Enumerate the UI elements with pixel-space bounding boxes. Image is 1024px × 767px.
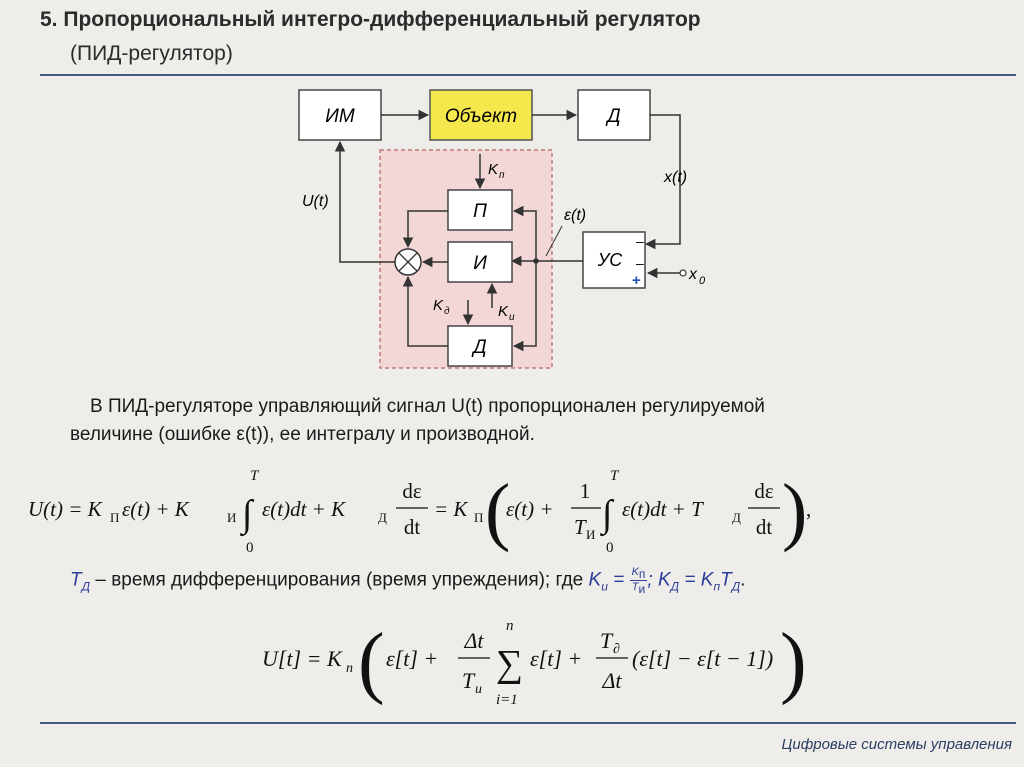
page-title: 5. Пропорциональный интегро-дифференциальный регулятор: [40, 8, 701, 31]
f2-lhs: U[t] = K: [262, 646, 342, 671]
label-kd: K: [433, 297, 444, 314]
label-x0: x: [689, 266, 697, 283]
label-u: U(t): [302, 193, 329, 210]
label-ki: K: [498, 303, 509, 320]
f2-paren-right: ): [780, 618, 807, 706]
description-line-2: величине (ошибке ε(t)), ее интегралу и производной.: [70, 424, 535, 445]
td-symbol: T: [70, 569, 82, 591]
f1-deriv2-den: dt: [755, 515, 773, 539]
f1-one: 1: [579, 479, 591, 503]
top-divider: [40, 74, 1016, 76]
f1-int-lower: 0: [246, 540, 254, 556]
f2-tu-den: T: [462, 668, 475, 693]
f2-tu-sub: u: [475, 682, 482, 697]
label-x: x(t): [664, 169, 688, 186]
f2-diff: (ε[t] − ε[t − 1]): [632, 646, 774, 671]
f1-lhs: U(t) = K: [28, 497, 102, 521]
block-im-label: ИМ: [325, 106, 355, 127]
f2-sum-sign: ∑: [496, 643, 524, 685]
f1-eq2: = K: [434, 497, 468, 521]
f1-integrand: ε(t)dt + K: [262, 497, 346, 521]
period: .: [740, 569, 746, 591]
semicolon: ;: [647, 569, 653, 591]
f1-paren-right: ): [782, 469, 808, 553]
pid-formula-continuous: [28, 462, 828, 558]
f1-deriv-num: dε: [402, 479, 422, 503]
f1-int2-upper: T: [610, 468, 619, 484]
td-text: – время дифференцирования (время упреждения); где: [95, 569, 584, 591]
bottom-divider: [40, 722, 1016, 724]
label-ki-sub: и: [509, 312, 515, 323]
us-plus: +: [632, 272, 641, 289]
label-x0-sub: 0: [699, 275, 706, 287]
block-i-label: И: [473, 253, 487, 274]
kd-symbol: K: [657, 569, 671, 591]
f1-int2-lower: 0: [606, 540, 614, 556]
f1-int-upper: T: [250, 468, 259, 484]
block-us-label: УС: [597, 250, 623, 270]
description-line-1: В ПИД-регуляторе управляющий сигнал U(t) пропорционален регулируемой: [90, 396, 765, 417]
f2-td-num-sub: ∂: [613, 642, 620, 657]
f1-deriv2-num: dε: [754, 479, 774, 503]
us-minus-top: –: [636, 233, 644, 249]
f1-ti: T: [574, 515, 586, 539]
label-kd-sub: д: [444, 306, 450, 317]
f1-kp2-sub: П: [474, 510, 484, 525]
f2-dt-den: Δt: [602, 668, 622, 693]
f1-deriv-den: dt: [403, 515, 421, 539]
pid-formula-discrete: [262, 608, 822, 712]
kd-sub: Д: [670, 579, 680, 594]
f2-dt-num: Δt: [464, 628, 484, 653]
f1-integrand2: ε(t)dt + T: [622, 497, 703, 521]
block-p-label: П: [473, 201, 487, 222]
f1-eps: ε(t) + K: [122, 497, 189, 521]
f2-sum-lower: i=1: [496, 692, 518, 708]
label-kp: K: [488, 161, 499, 178]
f1-inner-eps: ε(t) +: [506, 497, 554, 521]
td2-sub: Д: [731, 579, 741, 594]
f1-kp-sub: П: [110, 510, 120, 525]
footer-course-title: Цифровые системы управления: [781, 736, 1012, 753]
f2-td-num: T: [600, 628, 613, 653]
td-definition: [70, 566, 745, 595]
f1-td-sub: Д: [732, 510, 741, 525]
kp-num-sub: п: [638, 567, 646, 582]
kp2-symbol: K: [700, 569, 714, 591]
label-eps: ε(t): [564, 207, 587, 224]
ki-equals: =: [613, 569, 625, 591]
f1-ti-sub: И: [586, 527, 596, 542]
kd-equals: =: [684, 569, 696, 591]
kp2-sub: п: [713, 579, 721, 594]
f2-paren-left: (: [358, 618, 385, 706]
f1-kd-sub: Д: [378, 510, 387, 525]
kp-over-ti: [630, 566, 648, 595]
ki-symbol: K: [588, 569, 602, 591]
kp-num: K: [631, 566, 639, 578]
description-paragraph: [70, 393, 950, 449]
ki-sub: и: [601, 579, 608, 594]
label-kp-sub: п: [499, 170, 505, 181]
ti-den: T: [631, 581, 639, 594]
f2-kn-sub: n: [346, 661, 353, 676]
pid-block-diagram: [280, 80, 750, 380]
f2-eps-t2: ε[t] +: [530, 646, 583, 671]
f1-tail: ,: [806, 497, 812, 521]
block-d-sensor-label: Д: [607, 106, 621, 127]
block-d-label: Д: [473, 337, 487, 358]
f1-integral-sign: ∫: [242, 493, 253, 535]
f1-paren-left: (: [485, 469, 511, 553]
td-sub: Д: [81, 579, 91, 594]
f1-integral2-sign: ∫: [602, 493, 613, 535]
td2-symbol: T: [720, 569, 732, 591]
ti-den-sub: и: [638, 582, 646, 597]
page-subtitle: (ПИД-регулятор): [70, 42, 233, 65]
f2-sum-upper: n: [506, 618, 514, 634]
us-minus-mid: –: [636, 255, 644, 271]
f1-ki-sub: И: [227, 510, 237, 525]
block-object-label: Объект: [444, 106, 518, 127]
f2-eps-t: ε[t] +: [386, 646, 439, 671]
